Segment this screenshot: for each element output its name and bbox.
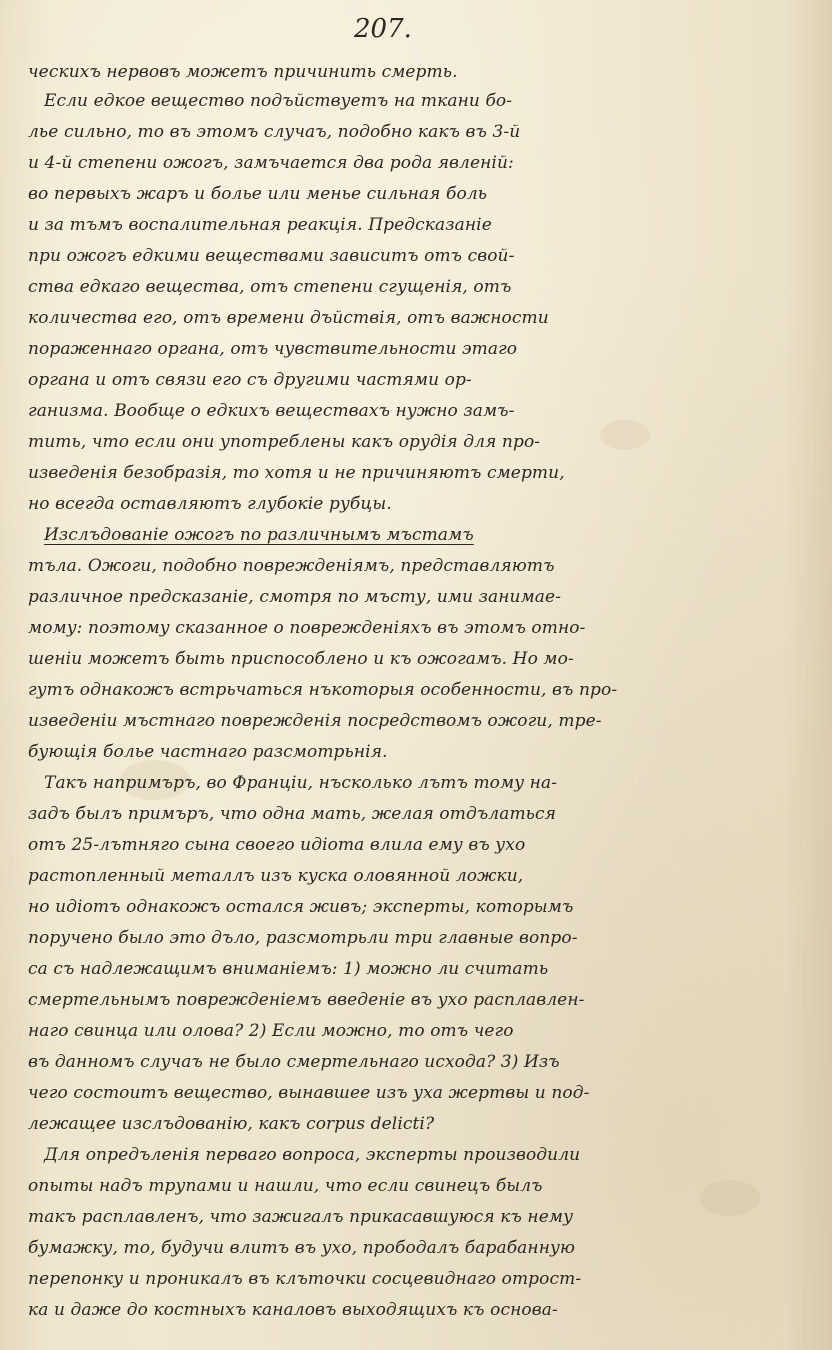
- text-line: чего состоитъ вещество, вынавшее изъ уха жертвы и под-: [28, 1083, 590, 1103]
- text-line: растопленный металлъ изъ куска оловянной ложки,: [28, 866, 524, 886]
- text-line: и за тъмъ воспалительная реакція. Предсказаніе: [28, 215, 492, 235]
- text-line: изведеніи мъстнаго поврежденія посредствомъ ожоги, тре-: [28, 711, 602, 731]
- section-heading: Изслъдованіе ожогъ по различнымъ мъстамъ: [44, 525, 474, 545]
- text-line: отъ 25-лътняго сына своего идіота влила ему въ ухо: [28, 835, 526, 855]
- text-line: опыты надъ трупами и нашли, что если свинецъ былъ: [28, 1176, 543, 1196]
- text-line: изведенія безобразія, то хотя и не причиняютъ смерти,: [28, 463, 565, 483]
- text-line: количества его, отъ времени дъйствія, отъ важности: [28, 308, 549, 328]
- text-line: ка и даже до костныхъ каналовъ выходящихъ къ основа-: [28, 1300, 558, 1320]
- text-line: ческихъ нервовъ можетъ причинить смерть.: [28, 62, 458, 82]
- text-line: гутъ однакожъ встрьчаться нъкоторыя особенности, въ про-: [28, 680, 618, 700]
- text-line: и 4-й степени ожогъ, замъчается два рода явленій:: [28, 153, 514, 173]
- text-line: бумажку, то, будучи влитъ въ ухо, прободалъ барабанную: [28, 1238, 576, 1258]
- text-line: такъ расплавленъ, что зажигалъ прикасавшуюся къ нему: [28, 1207, 574, 1227]
- handwritten-text: [26, 58, 802, 1326]
- text-line: тъла. Ожоги, подобно поврежденіямъ, представляютъ: [28, 556, 555, 576]
- text-line: лежащее изслъдованію, какъ corpus delicti?: [28, 1114, 435, 1134]
- text-line: но идіотъ однакожъ остался живъ; эксперты, которымъ: [28, 897, 574, 917]
- text-line: органа и отъ связи его съ другими частями ор-: [28, 370, 472, 390]
- text-line: Такъ напримъръ, во Франціи, нъсколько лътъ тому на-: [44, 773, 558, 793]
- text-line: при ожогъ едкими веществами зависитъ отъ свой-: [28, 246, 515, 266]
- text-line: бующія болье частнаго разсмотрьнія.: [28, 742, 388, 762]
- page-number: 207.: [354, 14, 412, 44]
- text-line: тить, что если они употреблены какъ орудія для про-: [28, 432, 541, 452]
- text-line: поручено было это дъло, разсмотрьли три главные вопро-: [28, 928, 578, 948]
- text-line: лье сильно, то въ этомъ случаъ, подобно какъ въ 3-й: [28, 122, 521, 142]
- text-line: Для опредъленія перваго вопроса, эксперты производили: [44, 1145, 581, 1165]
- text-line: различное предсказаніе, смотря по мъсту, ими занимае-: [28, 587, 562, 607]
- text-line: перепонку и проникалъ въ клъточки сосцевиднаго отрост-: [28, 1269, 582, 1289]
- text-line: Если едкое вещество подъйствуетъ на ткани бо-: [44, 91, 513, 111]
- text-line: наго свинца или олова? 2) Если можно, то отъ чего: [28, 1021, 514, 1041]
- text-line: но всегда оставляютъ глубокіе рубцы.: [28, 494, 392, 514]
- text-line: пораженнаго органа, отъ чувствительности этаго: [28, 339, 518, 359]
- text-line: ганизма. Вообще о едкихъ веществахъ нужно замъ-: [28, 401, 515, 421]
- text-line: во первыхъ жаръ и болье или менье сильная боль: [28, 184, 488, 204]
- text-line: въ данномъ случаъ не было смертельнаго исхода? 3) Изъ: [28, 1052, 560, 1072]
- text-line: шеніи можетъ быть приспособлено и къ ожогамъ. Но мо-: [28, 649, 574, 669]
- text-line: смертельнымъ поврежденіемъ введеніе въ ухо расплавлен-: [28, 990, 585, 1010]
- text-line: задъ былъ примъръ, что одна мать, желая отдълаться: [28, 804, 556, 824]
- text-line: са съ надлежащимъ вниманіемъ: 1) можно ли считать: [28, 959, 549, 979]
- text-line: ства едкаго вещества, отъ степени сгущенія, отъ: [28, 277, 512, 297]
- text-line: мому: поэтому сказанное о поврежденіяхъ въ этомъ отно-: [28, 618, 586, 638]
